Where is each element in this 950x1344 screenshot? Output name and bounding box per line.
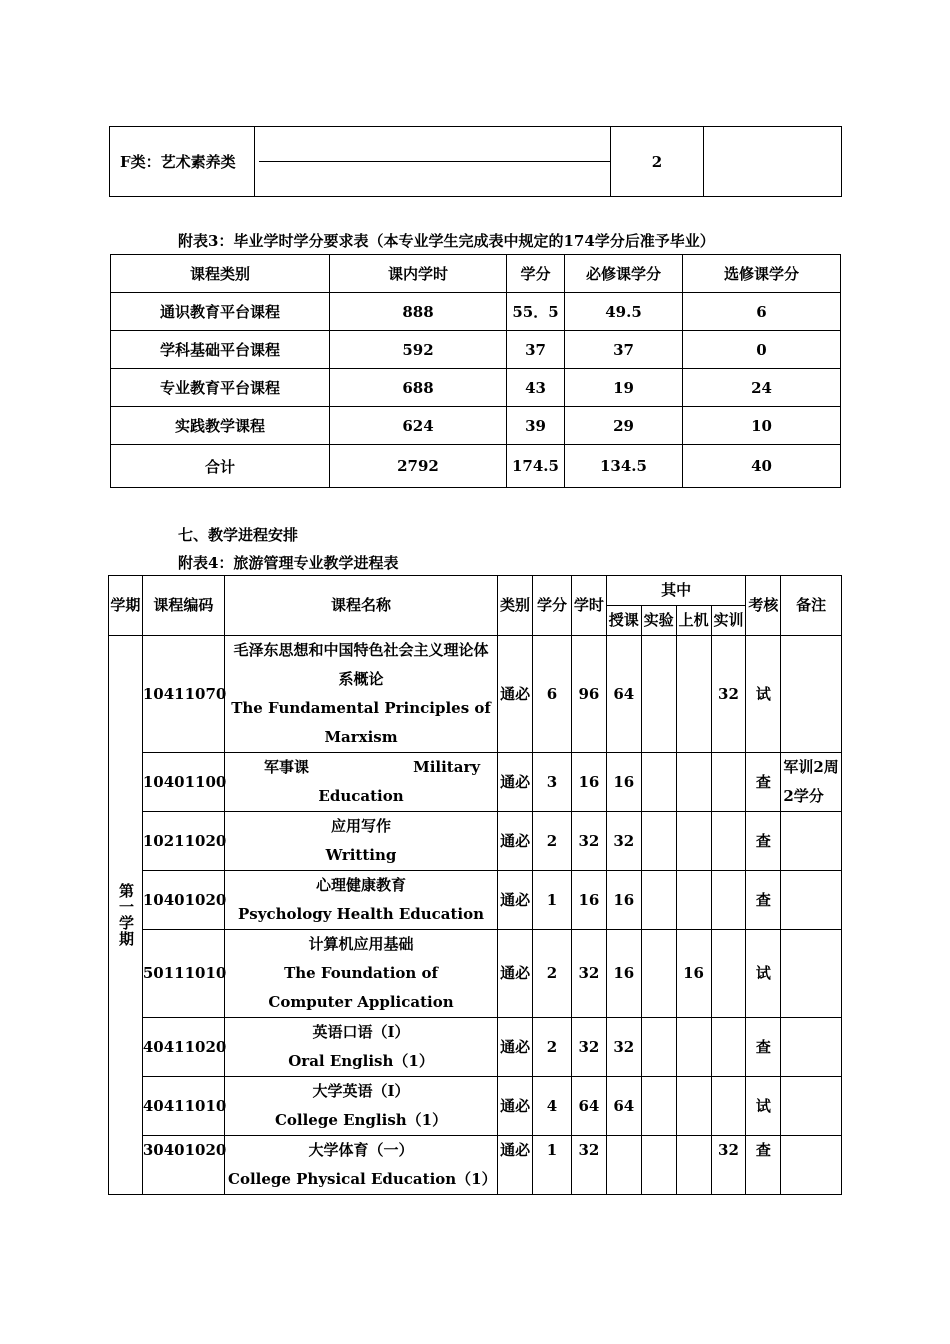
course-experiment bbox=[641, 812, 676, 871]
course-lecture: 16 bbox=[606, 753, 641, 812]
header-course-name: 课程名称 bbox=[225, 576, 498, 636]
table-row bbox=[111, 293, 841, 331]
row-required: 49.5 bbox=[565, 293, 683, 331]
course-type: 通必 bbox=[498, 753, 533, 812]
course-training bbox=[711, 871, 746, 930]
course-name bbox=[225, 812, 498, 871]
course-experiment bbox=[641, 1077, 676, 1136]
course-exam: 试 bbox=[746, 1077, 781, 1136]
course-name-cn: 毛泽东思想和中国特色社会主义理论体系概论 bbox=[233, 641, 489, 688]
header-class-hours: 课内学时 bbox=[330, 255, 507, 293]
table-row-total bbox=[111, 445, 841, 488]
course-lecture: 64 bbox=[606, 1077, 641, 1136]
row-required: 19 bbox=[565, 369, 683, 407]
course-type: 通必 bbox=[498, 1018, 533, 1077]
course-exam: 查 bbox=[746, 812, 781, 871]
course-exam: 查 bbox=[746, 1136, 781, 1195]
row-hours: 2792 bbox=[330, 445, 507, 488]
row-elective: 40 bbox=[683, 445, 841, 488]
course-code: 30401020 bbox=[142, 1136, 224, 1195]
category-f-empty-cell bbox=[704, 127, 842, 197]
course-name-en: The Foundation of Computer Application bbox=[268, 964, 454, 1011]
table-row bbox=[109, 930, 842, 1018]
header-training: 实训 bbox=[711, 606, 746, 636]
header-category: 课程类别 bbox=[111, 255, 330, 293]
course-lecture: 16 bbox=[606, 871, 641, 930]
row-category: 合计 bbox=[111, 445, 330, 488]
row-elective: 6 bbox=[683, 293, 841, 331]
course-name bbox=[225, 871, 498, 930]
course-computer bbox=[676, 812, 711, 871]
course-exam: 查 bbox=[746, 871, 781, 930]
course-training bbox=[711, 1077, 746, 1136]
course-name-cn: 应用写作 bbox=[331, 817, 392, 835]
header-hours: 学时 bbox=[571, 576, 606, 636]
course-hours: 64 bbox=[571, 1077, 606, 1136]
row-hours: 624 bbox=[330, 407, 507, 445]
course-training bbox=[711, 1018, 746, 1077]
category-f-label: F类：艺术素养类 bbox=[110, 127, 255, 197]
course-hours: 96 bbox=[571, 636, 606, 753]
table-row bbox=[109, 1077, 842, 1136]
course-credit: 2 bbox=[532, 930, 571, 1018]
course-name-cn: 英语口语（I） bbox=[312, 1023, 410, 1041]
table-row bbox=[109, 753, 842, 812]
course-training: 32 bbox=[711, 1136, 746, 1195]
course-remark bbox=[781, 1136, 842, 1195]
course-computer bbox=[676, 636, 711, 753]
semester-cell bbox=[109, 636, 143, 1195]
course-remark bbox=[781, 930, 842, 1018]
table-row bbox=[111, 369, 841, 407]
course-lecture bbox=[606, 1136, 641, 1195]
course-lecture: 32 bbox=[606, 1018, 641, 1077]
course-remark bbox=[781, 636, 842, 753]
header-type: 类别 bbox=[498, 576, 533, 636]
row-category: 专业教育平台课程 bbox=[111, 369, 330, 407]
course-name-cn: 大学体育（一） bbox=[308, 1141, 414, 1159]
row-elective: 0 bbox=[683, 331, 841, 369]
course-experiment bbox=[641, 1018, 676, 1077]
course-name-en: College Physical Education（1） bbox=[228, 1170, 497, 1188]
course-name-en: The Fundamental Principles of Marxism bbox=[231, 699, 491, 746]
category-f-course-cell bbox=[255, 127, 611, 197]
course-name-en: Writting bbox=[325, 846, 397, 864]
course-remark bbox=[781, 1018, 842, 1077]
course-training bbox=[711, 753, 746, 812]
header-credits: 学分 bbox=[507, 255, 565, 293]
row-category: 学科基础平台课程 bbox=[111, 331, 330, 369]
graduation-requirements-table bbox=[110, 254, 841, 488]
course-name-en: Oral English（1） bbox=[288, 1052, 434, 1070]
course-credit: 2 bbox=[532, 812, 571, 871]
table4-caption: 附表4：旅游管理专业教学进程表 bbox=[178, 554, 399, 572]
row-elective: 10 bbox=[683, 407, 841, 445]
course-name-en-2: Education bbox=[318, 787, 404, 805]
course-hours: 32 bbox=[571, 812, 606, 871]
course-credit: 3 bbox=[532, 753, 571, 812]
course-lecture: 32 bbox=[606, 812, 641, 871]
header-computer: 上机 bbox=[676, 606, 711, 636]
course-name bbox=[225, 1018, 498, 1077]
course-credit: 4 bbox=[532, 1077, 571, 1136]
row-required: 37 bbox=[565, 331, 683, 369]
row-required: 29 bbox=[565, 407, 683, 445]
course-name-cn: 心理健康教育 bbox=[316, 876, 407, 894]
semester-label: 第一学期 bbox=[116, 883, 135, 947]
course-computer bbox=[676, 1136, 711, 1195]
course-type: 通必 bbox=[498, 812, 533, 871]
header-course-code: 课程编码 bbox=[142, 576, 224, 636]
row-credits: 43 bbox=[507, 369, 565, 407]
course-type: 通必 bbox=[498, 636, 533, 753]
course-hours: 32 bbox=[571, 1018, 606, 1077]
course-name-cn: 大学英语（I） bbox=[312, 1082, 410, 1100]
course-experiment bbox=[641, 1136, 676, 1195]
table-row bbox=[109, 1018, 842, 1077]
course-code: 50111010 bbox=[142, 930, 224, 1018]
divider-line bbox=[259, 161, 610, 162]
course-name-en: Psychology Health Education bbox=[238, 905, 485, 923]
row-required: 134.5 bbox=[565, 445, 683, 488]
table-row bbox=[111, 331, 841, 369]
course-credit: 1 bbox=[532, 1136, 571, 1195]
header-semester: 学期 bbox=[109, 576, 143, 636]
course-name bbox=[225, 636, 498, 753]
header-lecture: 授课 bbox=[606, 606, 641, 636]
course-code: 10401020 bbox=[142, 871, 224, 930]
header-exam: 考核 bbox=[746, 576, 781, 636]
section-title: 七、教学进程安排 bbox=[178, 526, 299, 544]
row-elective: 24 bbox=[683, 369, 841, 407]
course-code: 10211020 bbox=[142, 812, 224, 871]
course-credit: 2 bbox=[532, 1018, 571, 1077]
table-row bbox=[111, 407, 841, 445]
row-category: 通识教育平台课程 bbox=[111, 293, 330, 331]
course-experiment bbox=[641, 871, 676, 930]
course-type: 通必 bbox=[498, 930, 533, 1018]
course-hours: 16 bbox=[571, 753, 606, 812]
course-remark bbox=[781, 1077, 842, 1136]
table3-caption: 附表3：毕业学时学分要求表（本专业学生完成表中规定的174学分后准予毕业） bbox=[178, 232, 715, 250]
course-experiment bbox=[641, 753, 676, 812]
course-training bbox=[711, 930, 746, 1018]
header-required-credits: 必修课学分 bbox=[565, 255, 683, 293]
table-row bbox=[109, 1136, 842, 1195]
header-elective-credits: 选修课学分 bbox=[683, 255, 841, 293]
course-type: 通必 bbox=[498, 871, 533, 930]
course-code: 40411010 bbox=[142, 1077, 224, 1136]
course-name-line bbox=[228, 753, 494, 782]
course-credit: 1 bbox=[532, 871, 571, 930]
course-lecture: 64 bbox=[606, 636, 641, 753]
course-code: 10411070 bbox=[142, 636, 224, 753]
header-remark: 备注 bbox=[781, 576, 842, 636]
course-name-en: College English（1） bbox=[274, 1111, 448, 1129]
course-remark: 军训2周2学分 bbox=[781, 753, 842, 812]
category-f-table bbox=[109, 126, 842, 197]
table-row bbox=[109, 636, 842, 753]
course-remark bbox=[781, 812, 842, 871]
category-f-credits: 2 bbox=[611, 127, 704, 197]
row-credits: 39 bbox=[507, 407, 565, 445]
row-credits: 55．5 bbox=[507, 293, 565, 331]
row-hours: 888 bbox=[330, 293, 507, 331]
course-type: 通必 bbox=[498, 1077, 533, 1136]
course-name-en: Military bbox=[413, 758, 481, 776]
course-name bbox=[225, 753, 498, 812]
course-remark bbox=[781, 871, 842, 930]
course-experiment bbox=[641, 930, 676, 1018]
table-row bbox=[109, 871, 842, 930]
course-name-cn: 计算机应用基础 bbox=[308, 935, 414, 953]
course-credit: 6 bbox=[532, 636, 571, 753]
course-exam: 查 bbox=[746, 753, 781, 812]
course-computer bbox=[676, 1018, 711, 1077]
header-experiment: 实验 bbox=[641, 606, 676, 636]
course-name bbox=[225, 1136, 498, 1195]
course-name bbox=[225, 1077, 498, 1136]
course-name bbox=[225, 930, 498, 1018]
course-computer bbox=[676, 753, 711, 812]
row-category: 实践教学课程 bbox=[111, 407, 330, 445]
row-hours: 688 bbox=[330, 369, 507, 407]
course-type: 通必 bbox=[498, 1136, 533, 1195]
course-training: 32 bbox=[711, 636, 746, 753]
course-computer bbox=[676, 871, 711, 930]
row-hours: 592 bbox=[330, 331, 507, 369]
course-code: 10401100 bbox=[142, 753, 224, 812]
teaching-schedule-table bbox=[108, 575, 842, 1195]
course-hours: 32 bbox=[571, 1136, 606, 1195]
course-exam: 试 bbox=[746, 930, 781, 1018]
course-hours: 16 bbox=[571, 871, 606, 930]
course-code: 40411020 bbox=[142, 1018, 224, 1077]
course-training bbox=[711, 812, 746, 871]
course-exam: 查 bbox=[746, 1018, 781, 1077]
course-exam: 试 bbox=[746, 636, 781, 753]
row-credits: 174.5 bbox=[507, 445, 565, 488]
course-computer bbox=[676, 1077, 711, 1136]
course-lecture: 16 bbox=[606, 930, 641, 1018]
course-name-cn: 军事课 bbox=[264, 758, 310, 776]
header-credit: 学分 bbox=[532, 576, 571, 636]
table-row bbox=[109, 812, 842, 871]
header-among: 其中 bbox=[606, 576, 746, 606]
row-credits: 37 bbox=[507, 331, 565, 369]
course-hours: 32 bbox=[571, 930, 606, 1018]
course-experiment bbox=[641, 636, 676, 753]
course-computer: 16 bbox=[676, 930, 711, 1018]
